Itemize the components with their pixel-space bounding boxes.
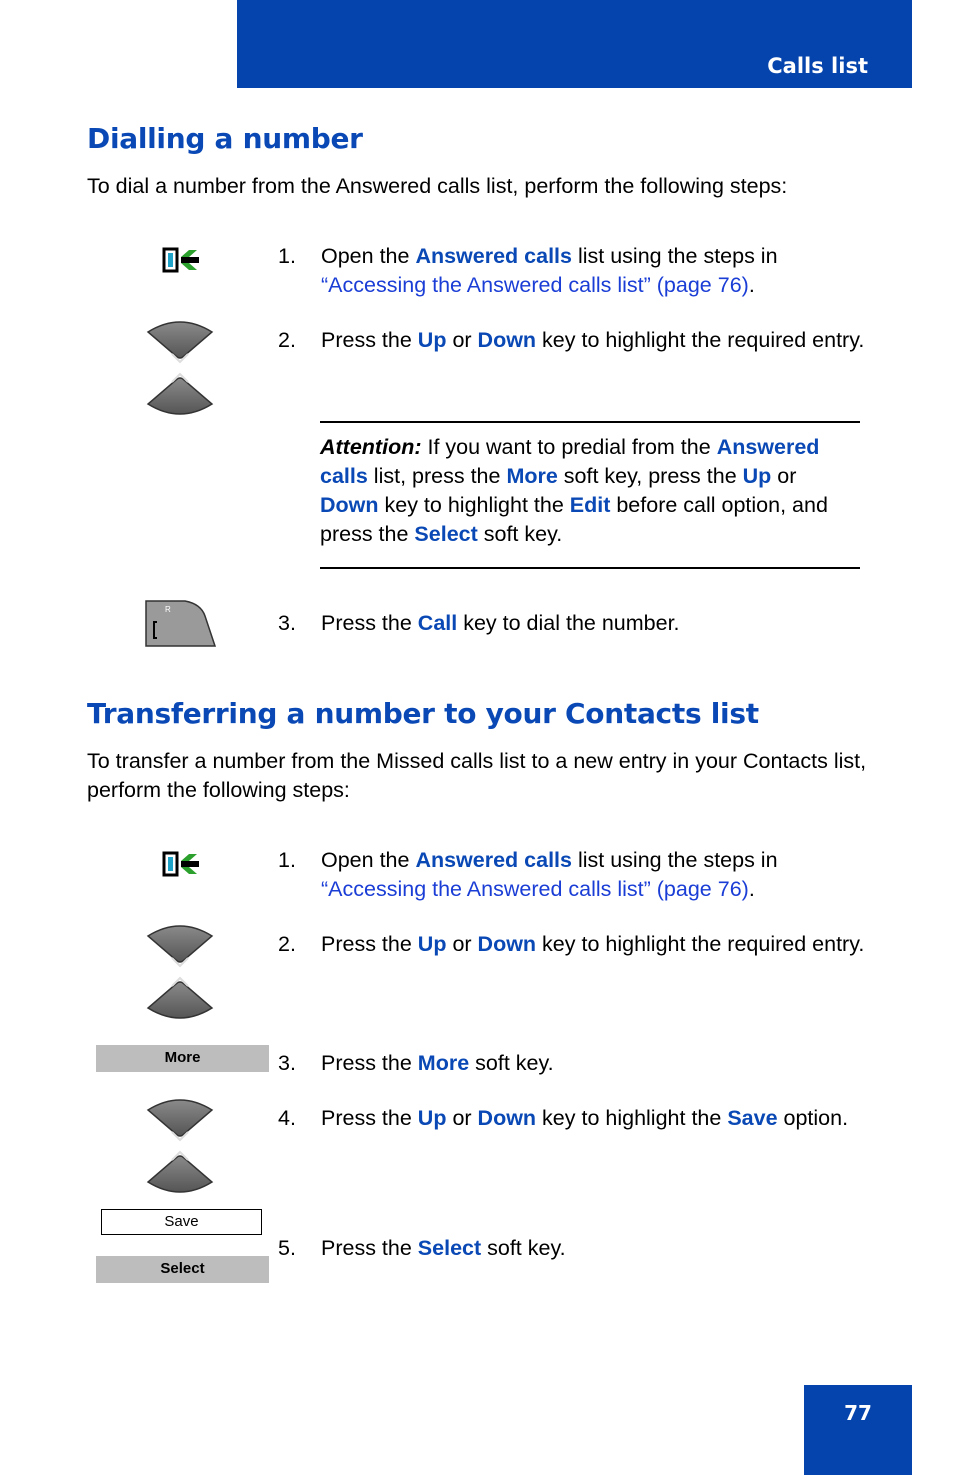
section-heading-transferring: Transferring a number to your Contacts list: [87, 697, 759, 730]
calls-list-icon: [161, 850, 201, 878]
step-1: 1. Open the Answered calls list using the steps in “Accessing the Answered calls list” (page 76).: [278, 848, 778, 901]
step-5: 5. Press the Select soft key.: [278, 1236, 566, 1260]
page-number-box: [804, 1385, 912, 1475]
header-bar: [237, 0, 912, 88]
calls-list-icon: [161, 246, 201, 274]
more-softkey-button: More: [96, 1045, 269, 1072]
step-2: 2. Press the Up or Down key to highlight the required entry.: [278, 932, 865, 956]
call-key-label: R: [165, 605, 171, 614]
call-key-icon: [145, 600, 217, 648]
up-down-navigation-keys-icon: [146, 318, 214, 418]
save-option-display: Save: [101, 1209, 262, 1235]
step-2: 2. Press the Up or Down key to highlight the required entry.: [278, 328, 865, 352]
section-intro-transferring: To transfer a number from the Missed calls list to a new entry in your Contacts list, perform the following steps:: [87, 749, 867, 802]
up-down-navigation-keys-icon: [146, 922, 214, 1022]
step-4: 4. Press the Up or Down key to highlight the Save option.: [278, 1106, 849, 1130]
running-header-title: Calls list: [767, 54, 868, 78]
select-softkey-button: Select: [96, 1256, 269, 1283]
cross-reference-link[interactable]: “Accessing the Answered calls list” (page 76): [321, 877, 749, 901]
section-intro-dialling: To dial a number from the Answered calls list, perform the following steps:: [87, 174, 788, 198]
step-3: 3. Press the More soft key.: [278, 1051, 554, 1075]
attention-note: Attention: If you want to predial from the Answered calls list, press the More soft key, press the Up or Down key to highlight the Edit before call option, and press the Select soft key.: [320, 421, 860, 569]
step-3: 3. Press the Call key to dial the number.: [278, 611, 680, 635]
section-heading-dialling: Dialling a number: [87, 122, 363, 155]
up-down-navigation-keys-icon: [146, 1096, 214, 1196]
cross-reference-link[interactable]: “Accessing the Answered calls list” (page 76): [321, 273, 749, 297]
page-number: 77: [844, 1401, 872, 1425]
step-1: 1. Open the Answered calls list using the steps in “Accessing the Answered calls list” (page 76).: [278, 244, 778, 297]
